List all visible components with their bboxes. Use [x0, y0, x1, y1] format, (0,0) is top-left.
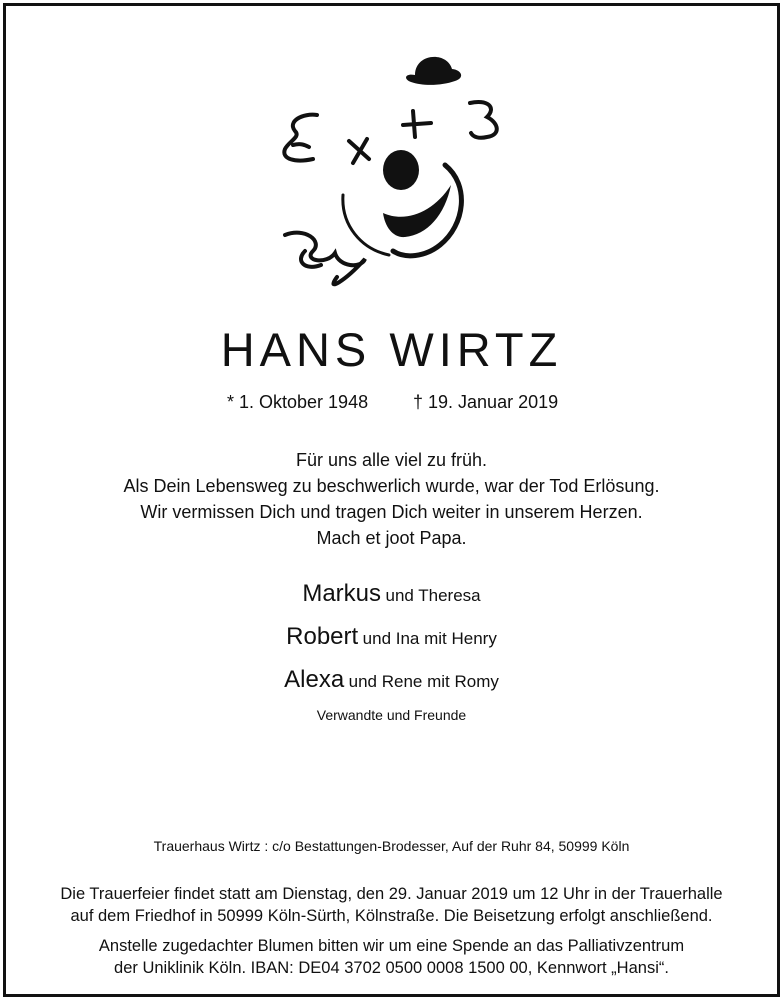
verse-line: Mach et joot Papa.: [316, 528, 467, 548]
deceased-name: HANS WIRTZ: [220, 323, 563, 376]
service-line: auf dem Friedhof in 50999 Köln-Sürth, Kölnstraße. Die Beisetzung erfolgt anschließend.: [70, 907, 713, 925]
relatives-line: Verwandte und Freunde: [316, 707, 467, 723]
left-eye-cross-icon: [349, 139, 369, 163]
right-eye-cross-icon: [403, 111, 431, 137]
donation-line: Anstelle zugedachter Blumen bitten wir um eine Spende an das Palliativzentrum: [98, 937, 685, 955]
face-outline: [343, 195, 389, 255]
mourner-entry: [0, 666, 783, 694]
mourner-partner: und Ina mit Henry: [362, 629, 497, 648]
death-date: † 19. Januar 2019: [413, 392, 559, 412]
life-dates: [0, 392, 783, 414]
verse-line: Für uns alle viel zu früh.: [295, 450, 488, 470]
left-ear-squiggle: [284, 115, 317, 161]
donation-line: der Uniklinik Köln. IBAN: DE04 3702 0500 0008 1500 00, Kennwort „Hansi“.: [114, 959, 669, 977]
service-line: Die Trauerfeier findet statt am Dienstag, den 29. Januar 2019 um 12 Uhr in der Trauerhalle: [60, 885, 723, 903]
bowler-hat-icon: [406, 57, 461, 85]
mourner-name: Alexa: [284, 666, 345, 693]
birth-date: * 1. Oktober 1948: [227, 392, 369, 412]
funeral-service-info: [0, 883, 783, 927]
donation-info: [0, 935, 783, 979]
right-ear-squiggle: [470, 102, 497, 138]
verse-line: Wir vermissen Dich und tragen Dich weiter in unserem Herzen.: [140, 502, 643, 522]
clown-smile: [383, 185, 451, 237]
verse-line: Als Dein Lebensweg zu beschwerlich wurde, war der Tod Erlösung.: [123, 476, 660, 496]
clown-nose-icon: [383, 150, 419, 190]
ruffle-collar: [285, 233, 365, 285]
memorial-verse: [0, 447, 783, 551]
mourner-entry: [0, 580, 783, 608]
mourner-entry: [0, 623, 783, 651]
mourner-partner: und Rene mit Romy: [348, 672, 499, 691]
mourning-address: Trauerhaus Wirtz : c/o Bestattungen-Brodesser, Auf der Ruhr 84, 50999 Köln: [153, 838, 630, 854]
mourner-name: Markus: [302, 580, 382, 607]
clown-face-illustration: [265, 45, 515, 300]
mourner-partner: und Theresa: [385, 586, 481, 605]
mourner-name: Robert: [286, 623, 359, 650]
